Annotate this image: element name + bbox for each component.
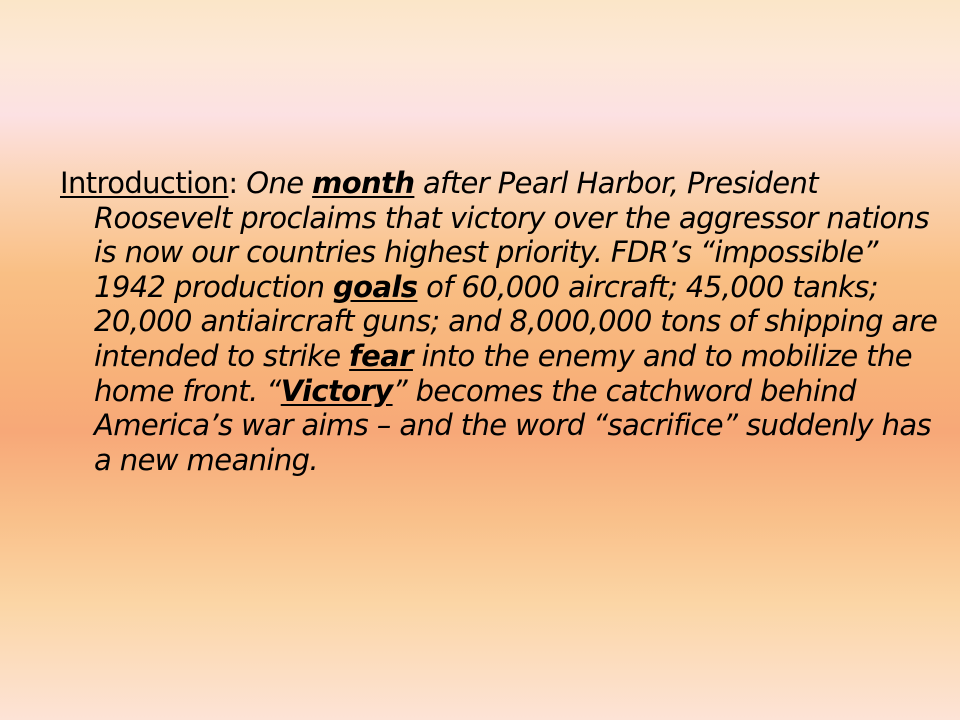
paragraph-text-5: ” becomes the catchword behind America’s war aims – and the word “sacrifice” suddenly has a new meaning. <box>94 373 932 477</box>
keyword-victory: Victory <box>280 373 393 408</box>
paragraph-text-3: of 60,000 aircraft; 45,000 tanks; 20,000 antiaircraft guns; and 8,000,000 tons of shipping are intended to strike <box>94 269 938 373</box>
intro-paragraph <box>60 166 954 477</box>
keyword-fear: fear <box>349 338 413 373</box>
keyword-month: month <box>312 166 415 200</box>
paragraph-text-4: into the enemy and to mobilize the home front. “ <box>94 338 912 408</box>
paragraph-text-1: One <box>246 166 313 200</box>
keyword-goals: goals <box>333 269 418 304</box>
introduction-label: Introduction <box>60 166 229 200</box>
label-separator: : <box>228 166 247 200</box>
paragraph-text-2: after Pearl Harbor, President Roosevelt proclaims that victory over the aggressor nations is now our countries highest priority. FDR’s “impossible” 1942 production <box>94 166 929 304</box>
